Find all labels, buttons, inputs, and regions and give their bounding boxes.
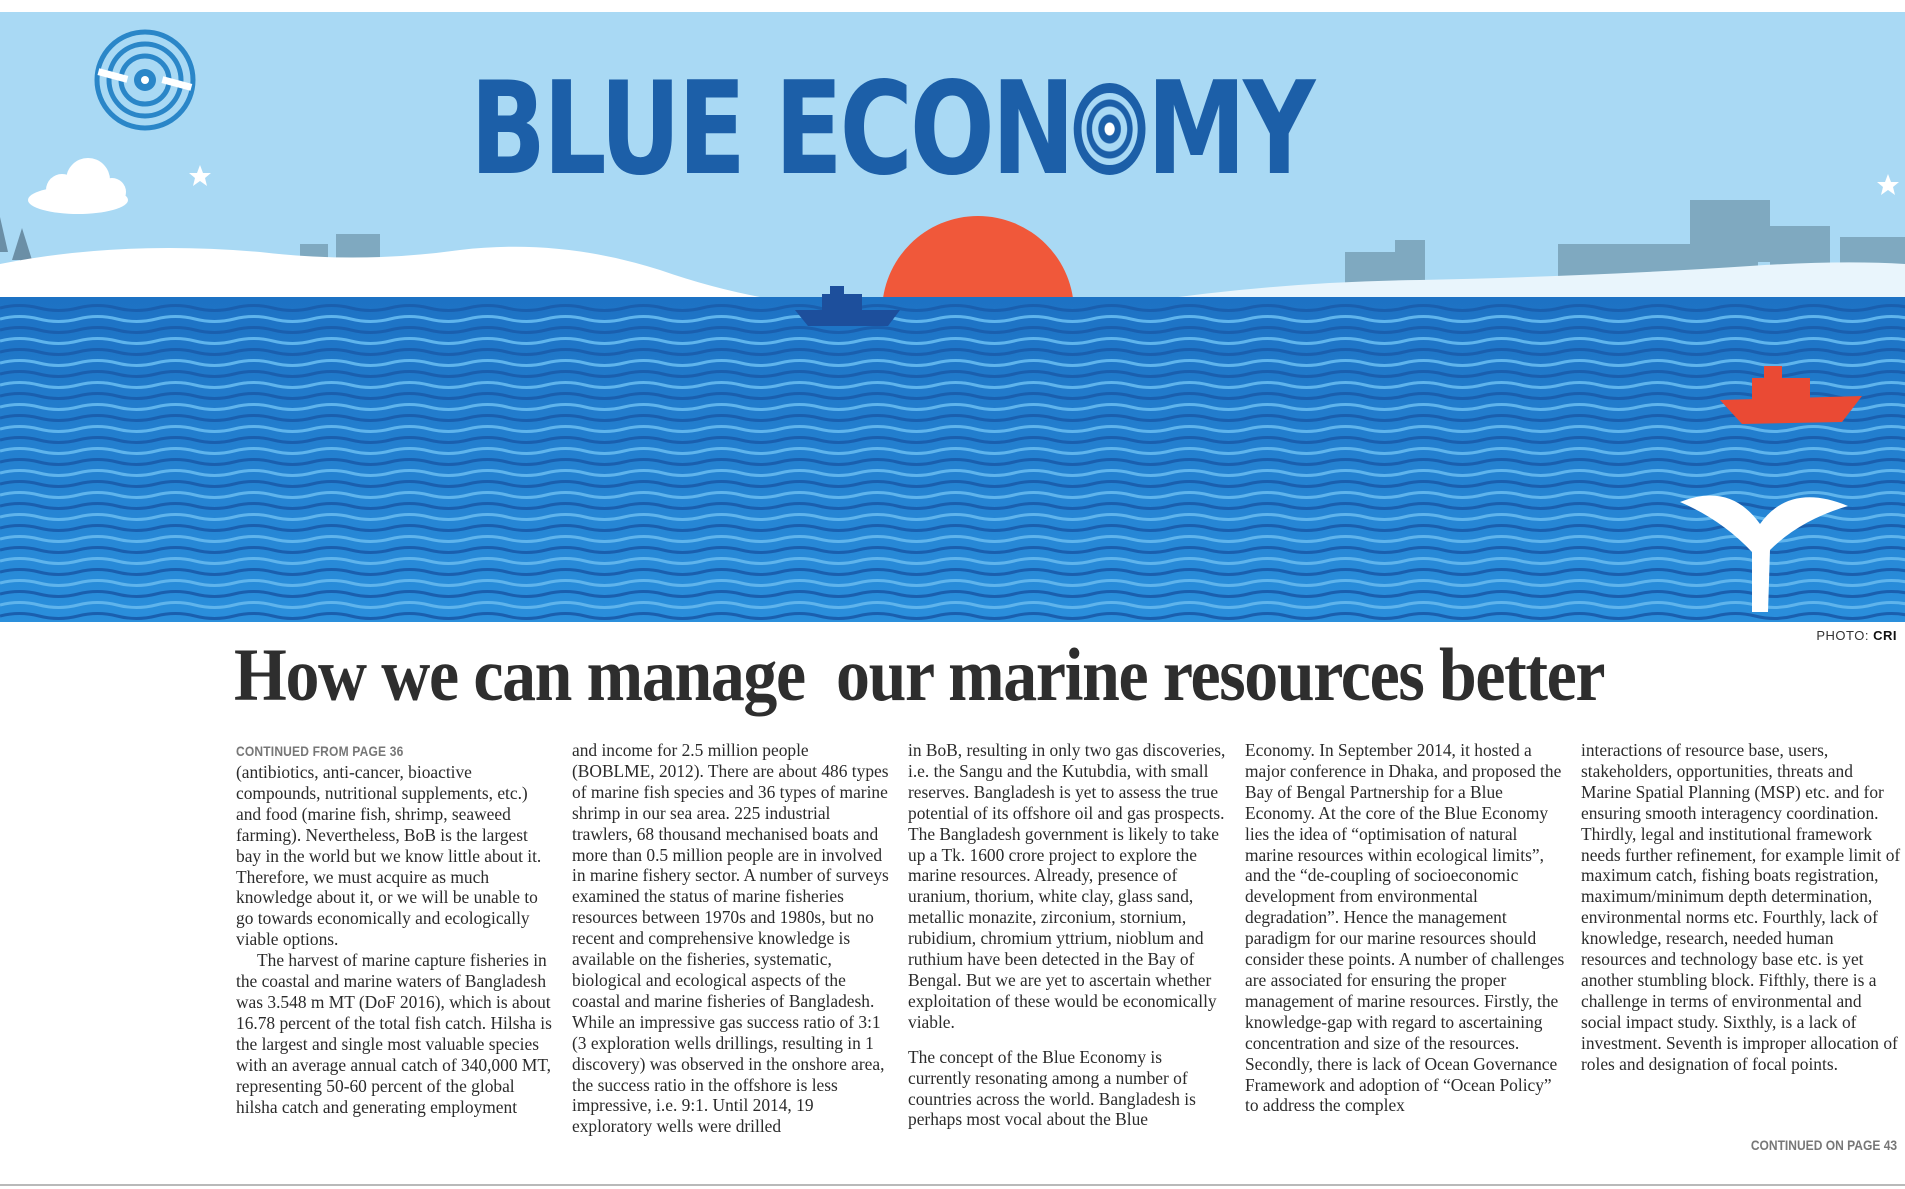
photo-credit	[1816, 628, 1897, 643]
article-column-3	[908, 740, 1228, 1130]
continued-on-label: CONTINUED ON PAGE 43	[1750, 1137, 1897, 1153]
blue-economy-banner	[0, 12, 1905, 622]
bottom-divider	[0, 1184, 1905, 1186]
paragraph: interactions of resource base, users, stakeholders, opportunities, threats and Marine Spatial Planning (MSP) etc. and for ensuring smooth interagency coordination. Thirdly, legal and institutional framework needs further refinement, for example limit of maximum catch, fishing boats registration, maximum/minimum depth determination, environmental norms etc. Fourthly, lack of knowledge, research, needed human resources and technology base etc. is yet another stumbling block. Fifthly, there is a challenge in terms of environmental and social impact study. Sixthly, is a lack of investment. Seventh is improper allocation of roles and designation of focal points.	[1581, 740, 1901, 1074]
banner-title-text-end: MY	[1146, 55, 1313, 204]
photo-credit-label: PHOTO:	[1816, 628, 1869, 643]
paragraph: (antibiotics, anti-cancer, bioactive compounds, nutritional supplements, etc.) and food (marine fish, shrimp, seaweed farming). Nevertheless, BoB is the largest bay in the world but we know little about it. Therefore, we must acquire as much knowledge about it, or we will be unable to go towards economically and ecologically viable options.	[236, 762, 542, 950]
article-headline: How we can manage our marine resources better	[234, 634, 1605, 717]
article-column-1	[236, 740, 556, 1117]
paragraph: in BoB, resulting in only two gas discoveries, i.e. the Sangu and the Kutubdia, with small reserves. Bangladesh is yet to assess the true potential of its offshore oil and gas prospects. The Bangladesh government is likely to take up a Tk. 1600 crore project to explore the marine resources. Already, presence of uranium, thorium, white clay, glass sand, metallic monazite, zirconium, stornium, rubidium, chromium yttrium, nioblum and ruthium have been detected in the Bay of Bengal. But we are yet to ascertain whether exploitation of these would be economically viable.	[908, 740, 1226, 1032]
banner-title	[470, 55, 1313, 204]
continued-from-label: CONTINUED FROM PAGE 36	[236, 743, 404, 759]
paragraph: Economy. In September 2014, it hosted a major conference in Dhaka, and proposed the Bay of Bengal Partnership for a Blue Economy. At the core of the Blue Economy lies the idea of “optimisation of natural marine resources within ecological limits”, and the “de-coupling of socioeconomic development from environmental degradation”. Hence the management paradigm for our marine resources should consider these points. A number of challenges are associated for ensuring the proper management of marine resources. Firstly, the knowledge-gap with regard to ascertaining concentration and size of the resources. Secondly, there is lack of Ocean Governance Framework and adoption of “Ocean Policy” to address the complex	[1245, 740, 1565, 1116]
target-o-icon	[1074, 83, 1146, 175]
paragraph: The concept of the Blue Economy is currently resonating among a number of countries across the world. Bangladesh is perhaps most vocal about the Blue	[908, 1046, 1196, 1130]
article-column-4	[1245, 740, 1565, 1116]
photo-credit-source: CRI	[1873, 628, 1897, 643]
target-icon	[97, 32, 193, 128]
paragraph: and income for 2.5 million people (BOBLME, 2012). There are about 486 types of marine fish species and 36 types of marine shrimp in our sea area. 225 industrial trawlers, 68 thousand mechanised boats and more than 0.5 million people are in involved in marine fishery sector. A number of surveys examined the status of marine fisheries resources between 1970s and 1980s, but no recent and comprehensive knowledge is available on the fisheries, systematic, biological and ecological aspects of the coastal and marine fisheries of Bangladesh. While an impressive gas success ratio of 3:1 (3 exploration wells drillings, resulting in 1 discovery) was observed in the onshore area, the success ratio in the offshore is less impressive, i.e. 9:1. Until 2014, 19 exploratory wells were drilled	[572, 740, 889, 1137]
paragraph: The harvest of marine capture fisheries in the coastal and marine waters of Bangladesh was 3.548 m MT (DoF 2016), which is about 16.78 percent of the total fish catch. Hilsha is the largest and single most valuable species with an average annual catch of 340,000 MT, representing 50-60 percent of the global hilsha catch and generating employment	[236, 950, 552, 1117]
article-column-2	[572, 740, 892, 1137]
banner-title-text: BLUE ECON	[470, 55, 1073, 204]
article-column-5	[1581, 740, 1901, 1075]
